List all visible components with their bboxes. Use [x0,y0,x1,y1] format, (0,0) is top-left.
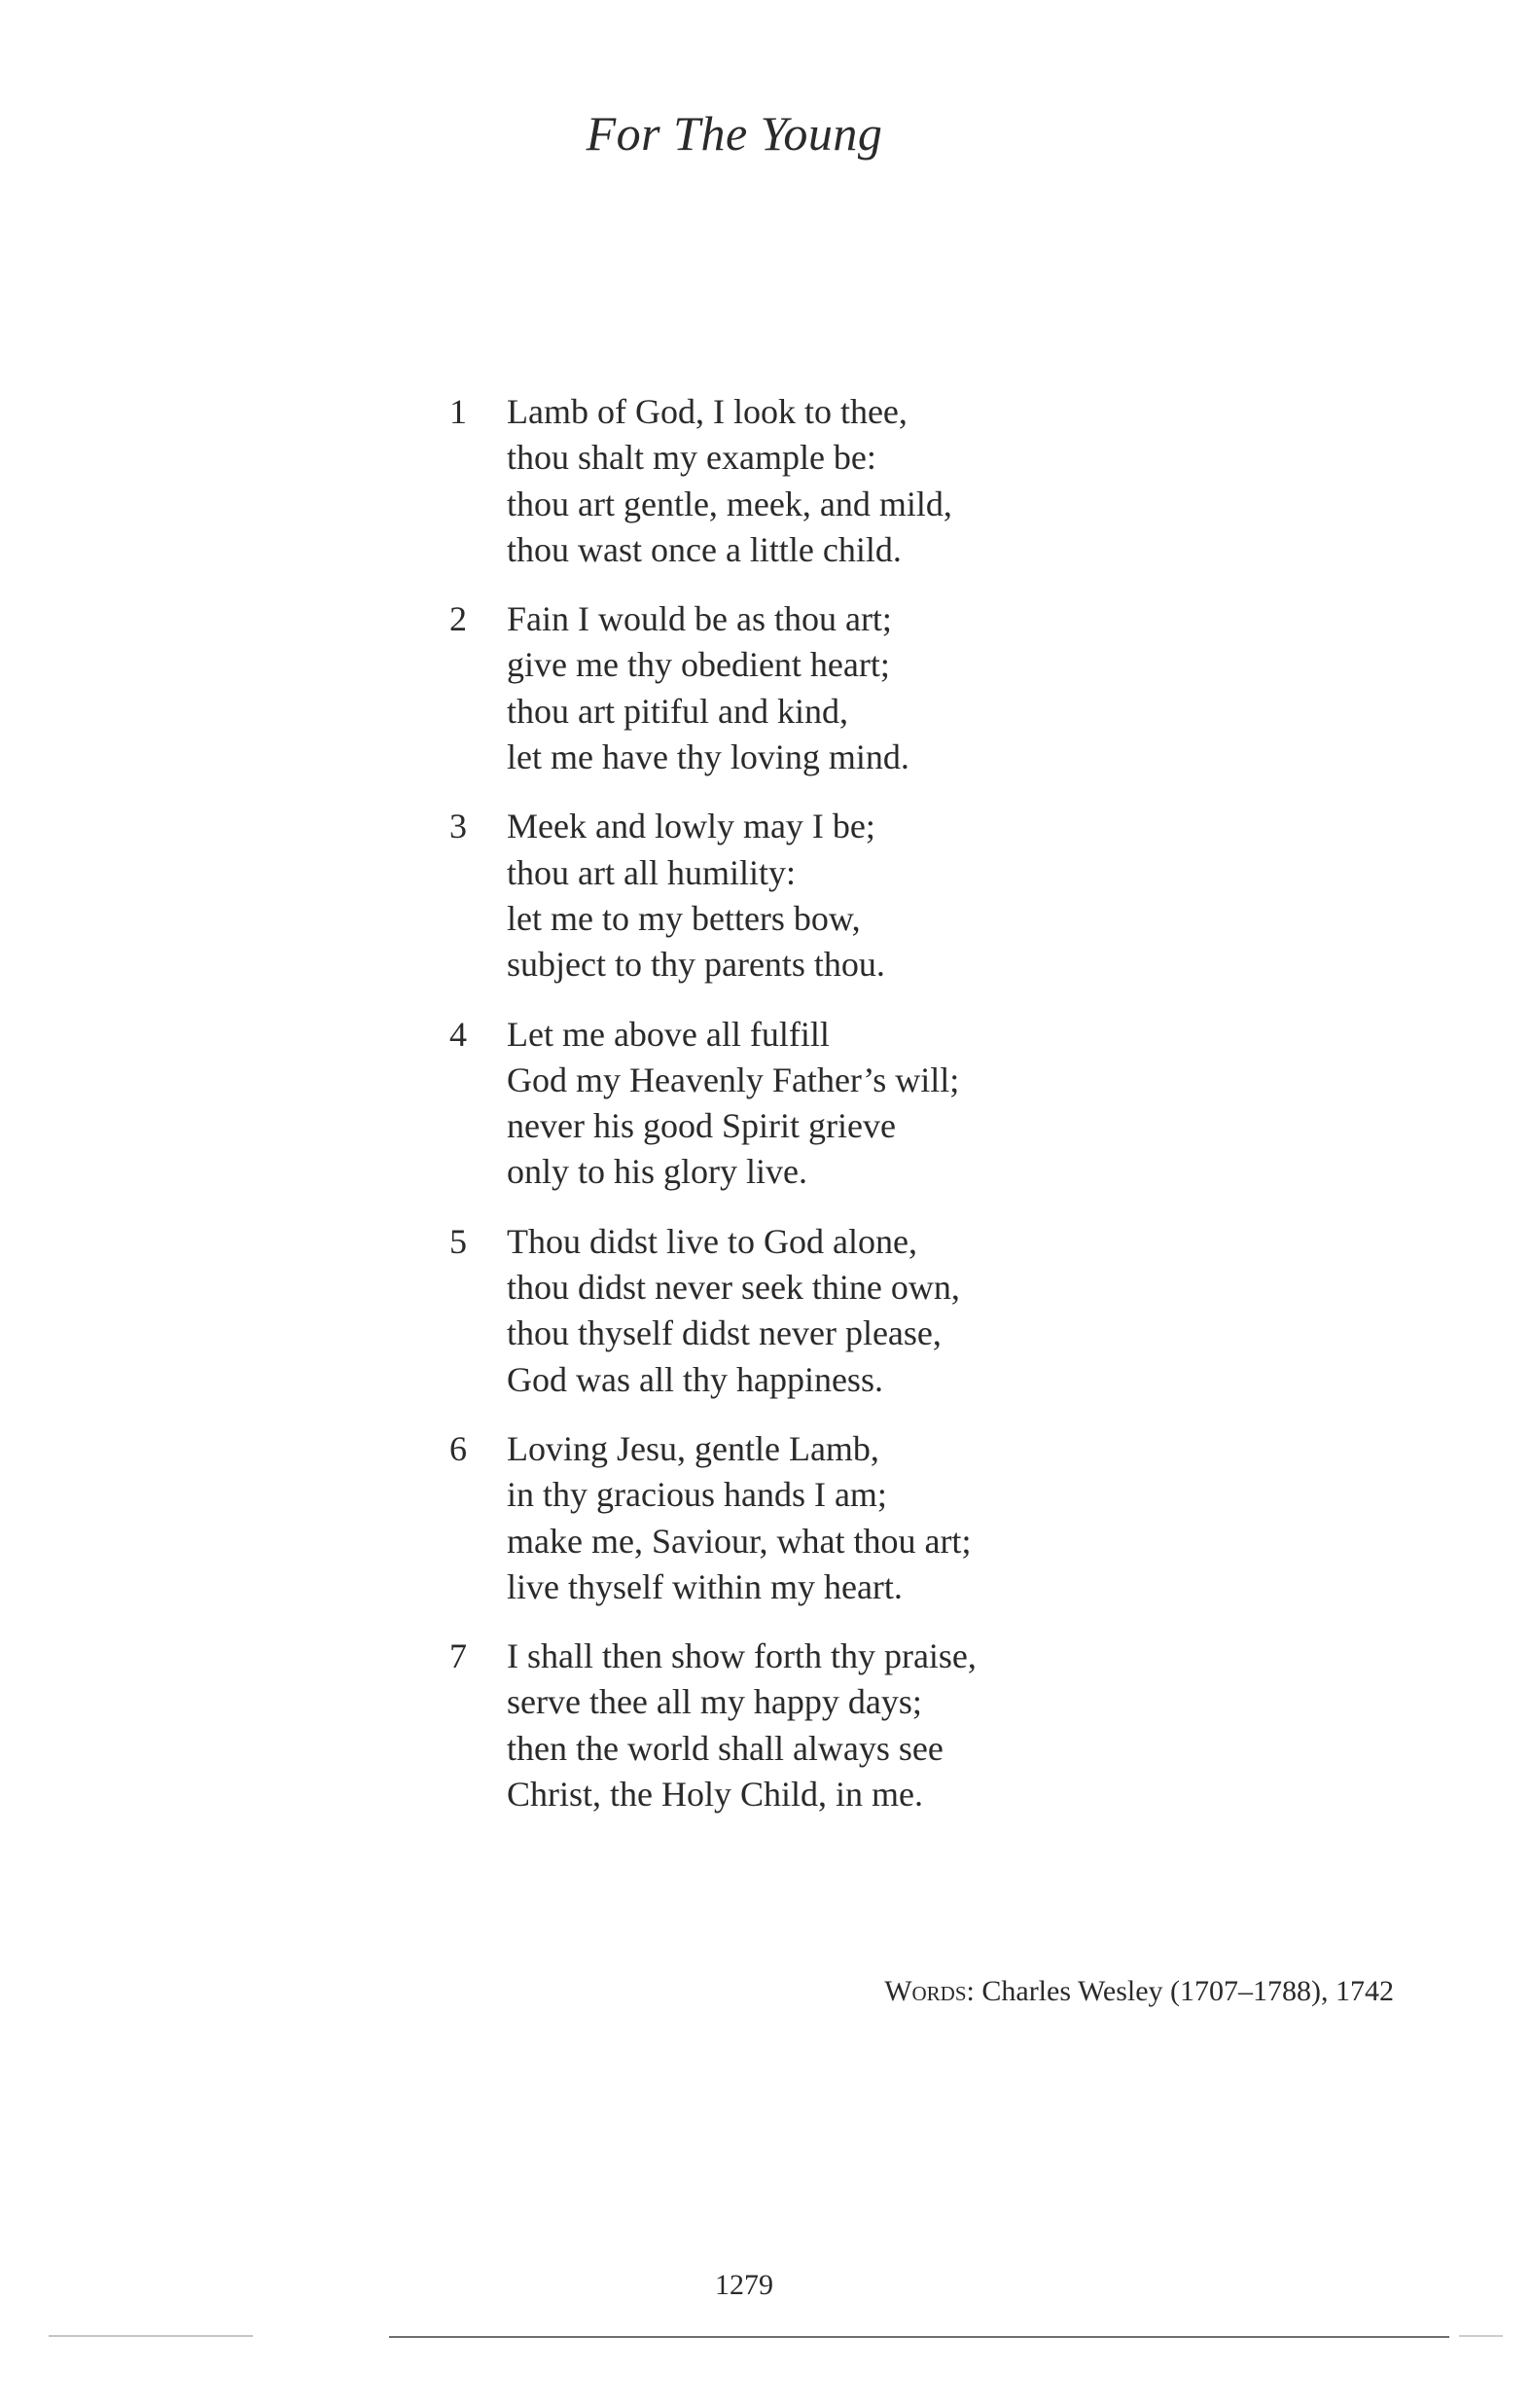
verse-line: only to his glory live. [507,1152,807,1192]
verse-2 [449,596,1130,780]
verse-line: thou thyself didst never please, [507,1313,942,1353]
verse-line: Loving Jesu, gentle Lamb, [507,1428,879,1468]
bottom-rule-right [1459,2335,1503,2337]
verse-line: Fain I would be as thou art; [507,599,892,639]
verse-number: 1 [449,392,467,431]
verse-line: thou shalt my example be: [507,438,876,478]
verse-6 [449,1426,1130,1610]
verse-line: thou art gentle, meek, and mild, [507,484,952,523]
verse-line: Lamb of God, I look to thee, [507,392,908,431]
verse-3 [449,804,1130,988]
verse-line: I shall then show forth thy praise, [507,1636,977,1676]
verse-line: serve thee all my happy days; [507,1682,922,1722]
verse-line: God my Heavenly Father’s will; [507,1060,960,1099]
verse-5 [449,1219,1130,1403]
verse-line: thou art pitiful and kind, [507,691,848,731]
verse-line: Let me above all fulfill [507,1014,830,1054]
verse-line: live thyself within my heart. [507,1566,903,1606]
attribution-label: Words [884,1975,967,2007]
verse-line: in thy gracious hands I am; [507,1475,887,1515]
verse-number: 2 [449,599,467,639]
verse-line: make me, Saviour, what thou art; [507,1521,972,1561]
bottom-rule-main [389,2336,1449,2338]
verse-1 [449,389,1130,573]
verse-7 [449,1634,1130,1817]
verse-number: 6 [449,1428,467,1468]
verse-line: never his good Spirit grieve [507,1106,896,1146]
verse-number: 5 [449,1221,467,1261]
verse-line: then the world shall always see [507,1728,944,1768]
attribution-text: : Charles Wesley (1707–1788), 1742 [966,1975,1394,2007]
bottom-rule-left [49,2335,253,2337]
verse-line: let me to my betters bow, [507,898,861,938]
verse-line: thou didst never seek thine own, [507,1268,960,1308]
verse-line: subject to thy parents thou. [507,945,885,985]
verse-number: 3 [449,807,467,846]
hymn-title: For The Young [586,106,883,161]
verse-line: thou wast once a little child. [507,529,902,569]
verse-number: 7 [449,1636,467,1676]
verse-number: 4 [449,1014,467,1054]
verse-line: let me have thy loving mind. [507,737,909,777]
verse-line: Meek and lowly may I be; [507,807,875,846]
verse-line: God was all thy happiness. [507,1359,883,1399]
verse-line: thou art all humility: [507,852,796,892]
verse-line: Thou didst live to God alone, [507,1221,917,1261]
verses-container [449,389,1130,1841]
verse-line: give me thy obedient heart; [507,645,890,685]
verse-line: Christ, the Holy Child, in me. [507,1775,923,1815]
words-attribution [884,1975,1394,2008]
verse-4 [449,1012,1130,1196]
page-number: 1279 [715,2269,773,2301]
